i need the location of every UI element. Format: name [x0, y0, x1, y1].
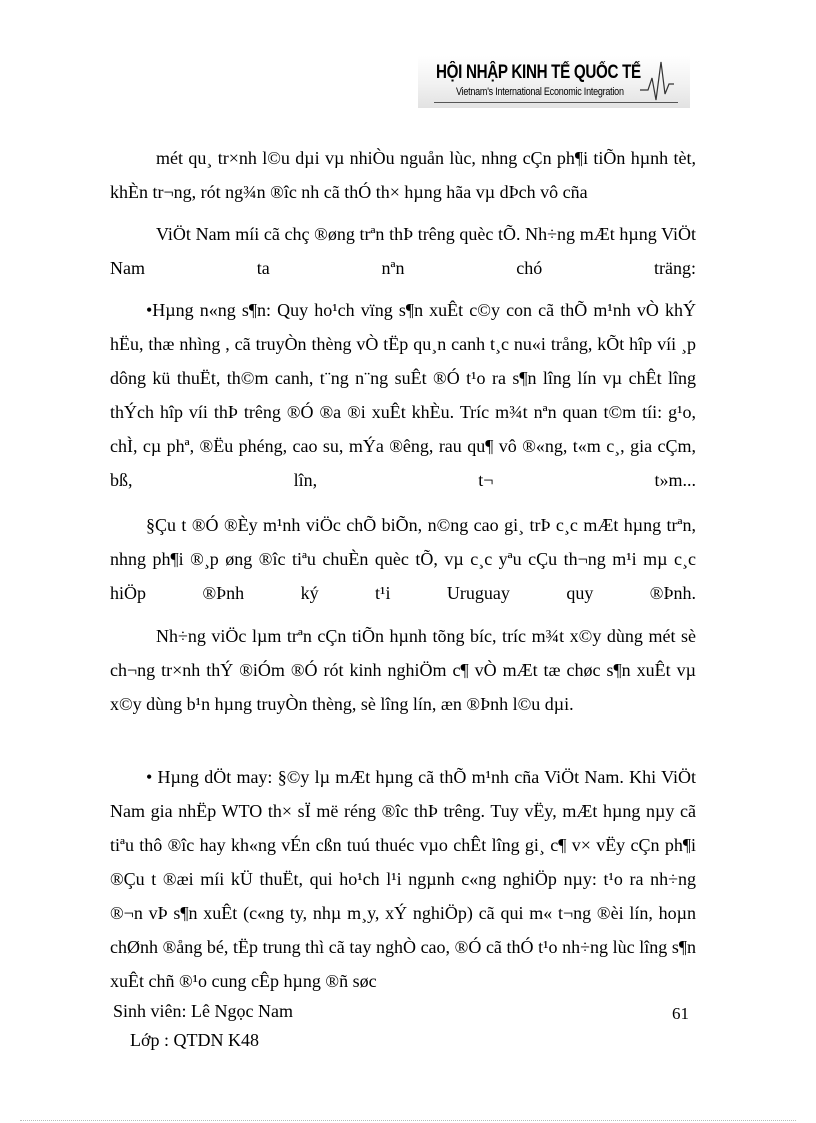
paragraph-5: Nh÷ng viÖc lµm trªn cÇn tiÕn hµnh tõng bíc, tríc m¾t x©y dùng mét sè ch¬ng tr×nh thÝ ®iÓm ®Ó rót kinh nghiÖm c¶ vÒ mÆt tæ chøc s¶n xuÊt vµ x©y dùng b¹n hµng truyÒn thèng, sè lîng lín, æn ®Þnh l©u dµi. — [110, 626, 696, 714]
page-number: 61 — [672, 1004, 689, 1023]
paragraph-2: ViÖt Nam míi cã chç ®øng trªn thÞ trêng quèc tÕ. Nh÷ng mÆt hµng ViÖt Nam ta nªn chó träng: — [110, 224, 696, 278]
footer-student: Sinh viên: Lê Ngọc Nam — [113, 1001, 293, 1021]
bottom-divider — [20, 1120, 796, 1121]
paragraph-1: mét qu¸ tr×nh l©u dµi vµ nhiÒu nguån lùc, nhng cÇn ph¶i tiÕn hµnh tèt, khÈn tr¬ng, rót ng¾n ®îc nh cã thÓ th× hµng hãa vµ dÞch vô cña — [110, 148, 696, 202]
heartbeat-icon — [640, 60, 674, 106]
header-logo — [418, 56, 690, 108]
paragraph-6: • Hµng dÖt may: §©y lµ mÆt hµng cã thÕ m¹nh cña ViÖt Nam. Khi ViÖt Nam gia nhËp WTO th× sÏ më réng ®îc thÞ trêng. Tuy vËy, mÆt hµng nµy cã tiªu thô ®îc hay kh«ng vÉn cßn tuú thuéc vµo chÊt lîng gi¸ c¶ v× vËy cÇn ph¶i ®Çu t ®æi míi kÜ thuËt, qui ho¹ch l¹i ngµnh c«ng nghiÖp nµy: t¹o ra nh÷ng ®¬n vÞ s¶n xuÊt (c«ng ty, nhµ m¸y, xÝ nghiÖp) cã qui m« t¬ng ®èi lín, hoµn chØnh ®ång bé, tËp trung thì cã tay nghÒ cao, ®Ó cã thÓ t¹o nh÷ng lùc lîng s¶n xuÊt chñ ®¹o cung cÊp hµng ®ñ søc — [110, 767, 696, 991]
footer-class: Lớp : QTDN K48 — [130, 1030, 260, 1050]
paragraph-4: §Çu t ®Ó ®Èy m¹nh viÖc chÕ biÕn, n©ng cao gi¸ trÞ c¸c mÆt hµng trªn, nhng ph¶i ®¸p øng ®îc tiªu chuÈn quèc tÕ, vµ c¸c yªu cÇu th¬ng m¹i mµ c¸c hiÖp ®Þnh ký t¹i Uruguay quy ®Þnh. — [110, 515, 696, 603]
header-subtitle: Vietnam's International Economic Integration — [456, 86, 624, 98]
paragraph-3: •Hµng n«ng s¶n: Quy ho¹ch vïng s¶n xuÊt c©y con cã thÕ m¹nh vÒ khÝ hËu, thæ nhìng , cã truyÒn thèng vÒ tËp qu¸n canh t¸c nu«i trång, kÕt hîp víi ¸p dông kü thuËt, th©m canh, t¨ng n¨ng suÊt ®Ó t¹o ra s¶n lîng lín vµ chÊt lîng thÝch hîp víi thÞ trêng ®Ó ®a ®i xuÊt khÈu. Tríc m¾t nªn quan t©m tíi: g¹o, chÌ, cµ phª, ®Ëu phéng, cao su, mÝa ®êng, rau qu¶ vô ®«ng, t«m c¸, gia cÇm, bß, lîn, t¬ t»m... — [110, 300, 696, 490]
header-title: HỘI NHẬP KINH TẾ QUỐC TẾ — [436, 62, 641, 83]
